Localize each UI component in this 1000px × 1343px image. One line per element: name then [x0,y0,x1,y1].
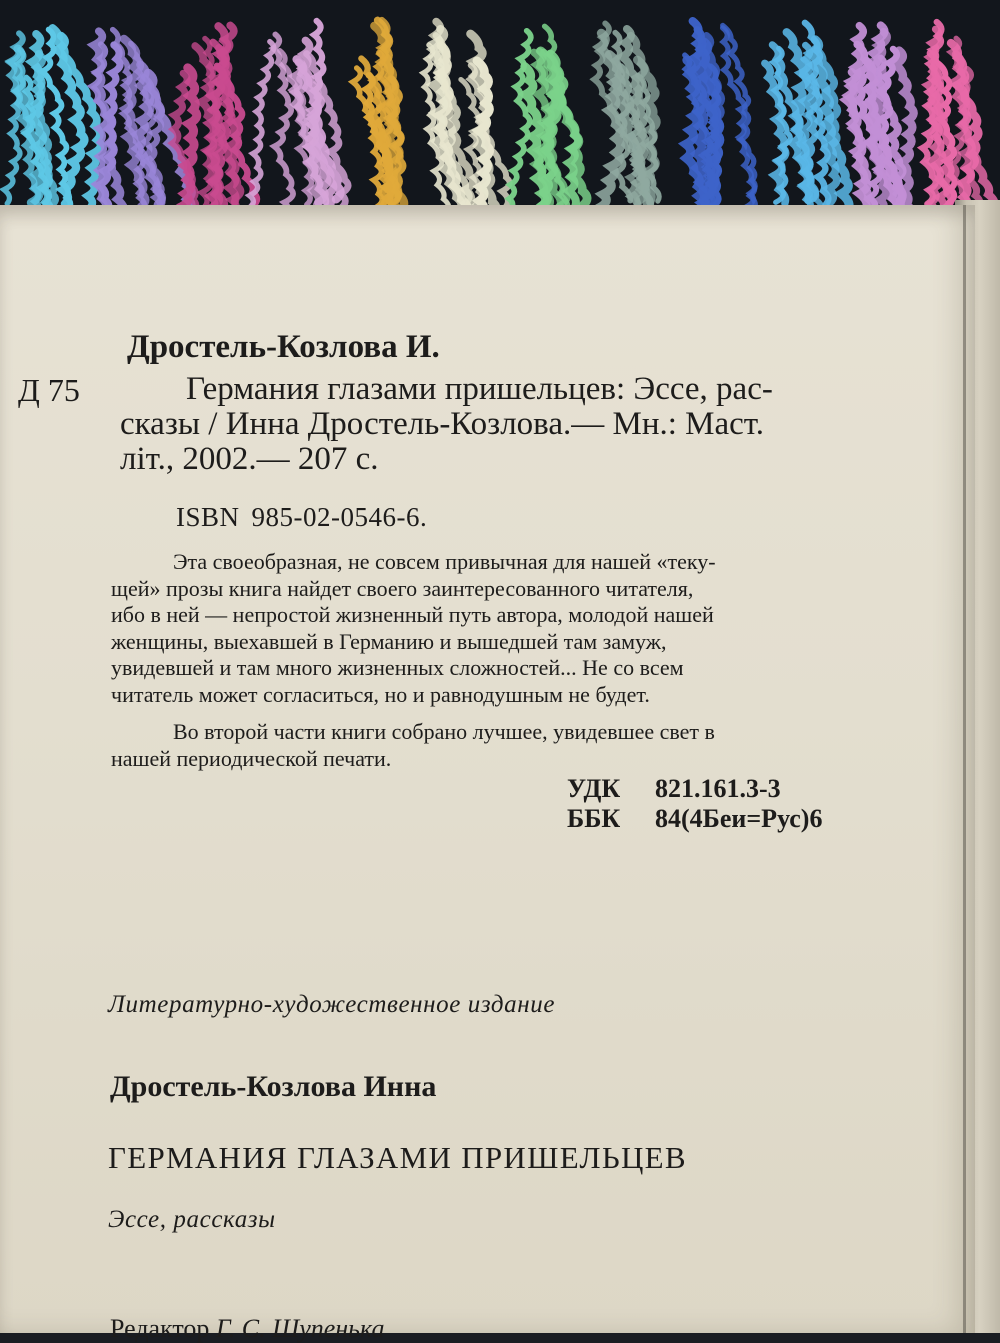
textile-background [0,0,1000,215]
annotation-line: женщины, выехавшей в Германию и вышедшей там замуж, [111,628,667,654]
isbn-line [176,504,427,531]
biblio-line: сказы / Инна Дростель-Козлова.— Мн.: Маст. [120,406,764,442]
imprint-title: ГЕРМАНИЯ ГЛАЗАМИ ПРИШЕЛЬЦЕВ [108,1140,687,1175]
isbn-label: ISBN [176,502,240,532]
textile-strand-group [685,21,755,215]
bbk-value: 84(4Беи=Рус)6 [655,804,823,833]
textile-strand-group [246,21,348,215]
annotation-paragraph-1 [111,549,881,708]
textile-strand-group [594,23,659,215]
udk-value: 821.161.3-3 [655,774,781,803]
card-author-heading: Дростель-Козлова И. [127,329,440,365]
textile-strand [723,28,756,210]
textile-strand-group [4,28,101,215]
annotation-line: щей» прозы книга найдет своего заинтересованного читателя, [111,575,694,601]
annotation-paragraph-2 [111,719,881,772]
bbk-label: ББК [567,804,621,833]
textile-strand-group [353,20,404,215]
textile-strand-group [765,23,849,213]
udk-line [567,776,781,802]
library-code: Д 75 [18,372,80,408]
bibliographic-description [120,372,895,477]
annotation-line: ибо в ней — непростой жизненный путь автора, молодой нашей [111,602,714,627]
textile-pattern [0,0,1000,215]
bbk-line [567,806,822,832]
isbn-value: 985-02-0546-6. [251,502,428,532]
textile-strand-group [423,22,513,215]
editor-label: Редактор [110,1314,210,1343]
page-gutter-line [963,205,966,1333]
imprint-subtitle: Эссе, рассказы [108,1206,276,1233]
annotation-line: читатель может согласиться, но и равнодушным не будет. [111,681,650,707]
textile-strand-group [504,26,587,213]
imprint-author: Дростель-Козлова Инна [110,1070,437,1103]
annotation-line: нашей периодической печати. [111,745,392,771]
annotation-line: увидевшей и там много жизненных сложностей... Не со всем [111,655,684,680]
biblio-line: літ., 2002.— 207 с. [120,441,379,477]
textile-strand-group [923,22,995,215]
editor-name: Г. С. Шупенька [215,1314,385,1343]
udk-label: УДК [567,774,621,803]
editor-line [110,1316,385,1342]
textile-strand-group [173,25,257,214]
annotation-line: Эта своеобразная, не совсем привычная для нашей «теку- [173,549,716,574]
biblio-line: Германия глазами пришельцев: Эссе, рас- [186,371,773,407]
annotation-line: Во второй части книги собрано лучшее, увидевшее свет в [173,719,715,744]
textile-strand-group [846,25,914,215]
textile-strand [504,31,531,213]
publication-genre: Литературно-художественное издание [108,991,556,1018]
